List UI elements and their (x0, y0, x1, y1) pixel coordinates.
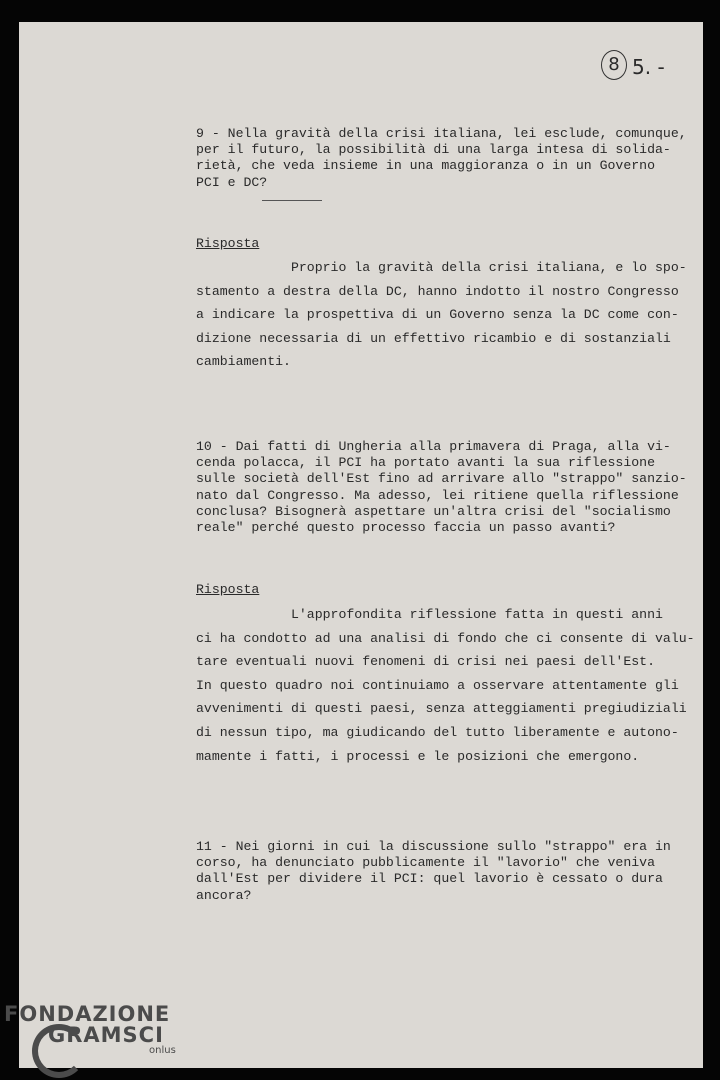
question-9: 9 - Nella gravità della crisi italiana, lei esclude, comunque, per il futuro, la possibilità di una larga intesa di solida- rietà, che veda insieme in una maggioranza o in un Governo PCI e DC? (196, 126, 687, 190)
question-11: 11 - Nei giorni in cui la discussione sullo "strappo" era in corso, ha denunciato pubblicamente il "lavorio" che veniva dall'Est per dividere il PCI: quel lavorio è cessato o dura ancora? (196, 839, 671, 903)
scan-speck (262, 200, 322, 201)
fondazione-gramsci-logo: FONDAZIONE GRAMSCI onlus (4, 1002, 176, 1056)
page-number: 5. - (632, 55, 665, 79)
answer-10-heading: Risposta (196, 582, 260, 597)
question-10: 10 - Dai fatti di Ungheria alla primavera di Praga, alla vi- cenda polacca, il PCI ha portato avanti la sua riflessione sulle società dell'Est fino ad arrivare allo "strappo" sanzio- nato dal Congresso. Ma adesso, lei ritiene quella riflessione conclusa? Bisognerà aspettare un'altra crisi del "socialismo reale" perché questo processo faccia un passo avanti? (196, 439, 687, 536)
answer-9: Proprio la gravità della crisi italiana, e lo spo- stamento a destra della DC, hanno indotto il nostro Congresso a indicare la prospettiva di un Governo senza la DC come con- dizione necessaria di un effettivo ricambio e di sostanziali cambiamenti. (196, 260, 687, 370)
logo-ring (32, 1024, 86, 1078)
answer-9-heading: Risposta (196, 236, 260, 251)
answer-10: L'approfondita riflessione fatta in questi anni ci ha condotto ad una analisi di fondo che ci consente di valu- tare eventuali nuovi fenomeni di crisi nei paesi dell'Est. In questo quadro noi continuiamo a osservare attentamente gli avvenimenti di questi paesi, senza atteggiamenti pregiudiziali di nessun tipo, ma giudicando del tutto liberamente e autono- mamente i fatti, i processi e le posizioni che emergono. (196, 607, 695, 764)
circled-page-mark: 8 (601, 50, 627, 80)
